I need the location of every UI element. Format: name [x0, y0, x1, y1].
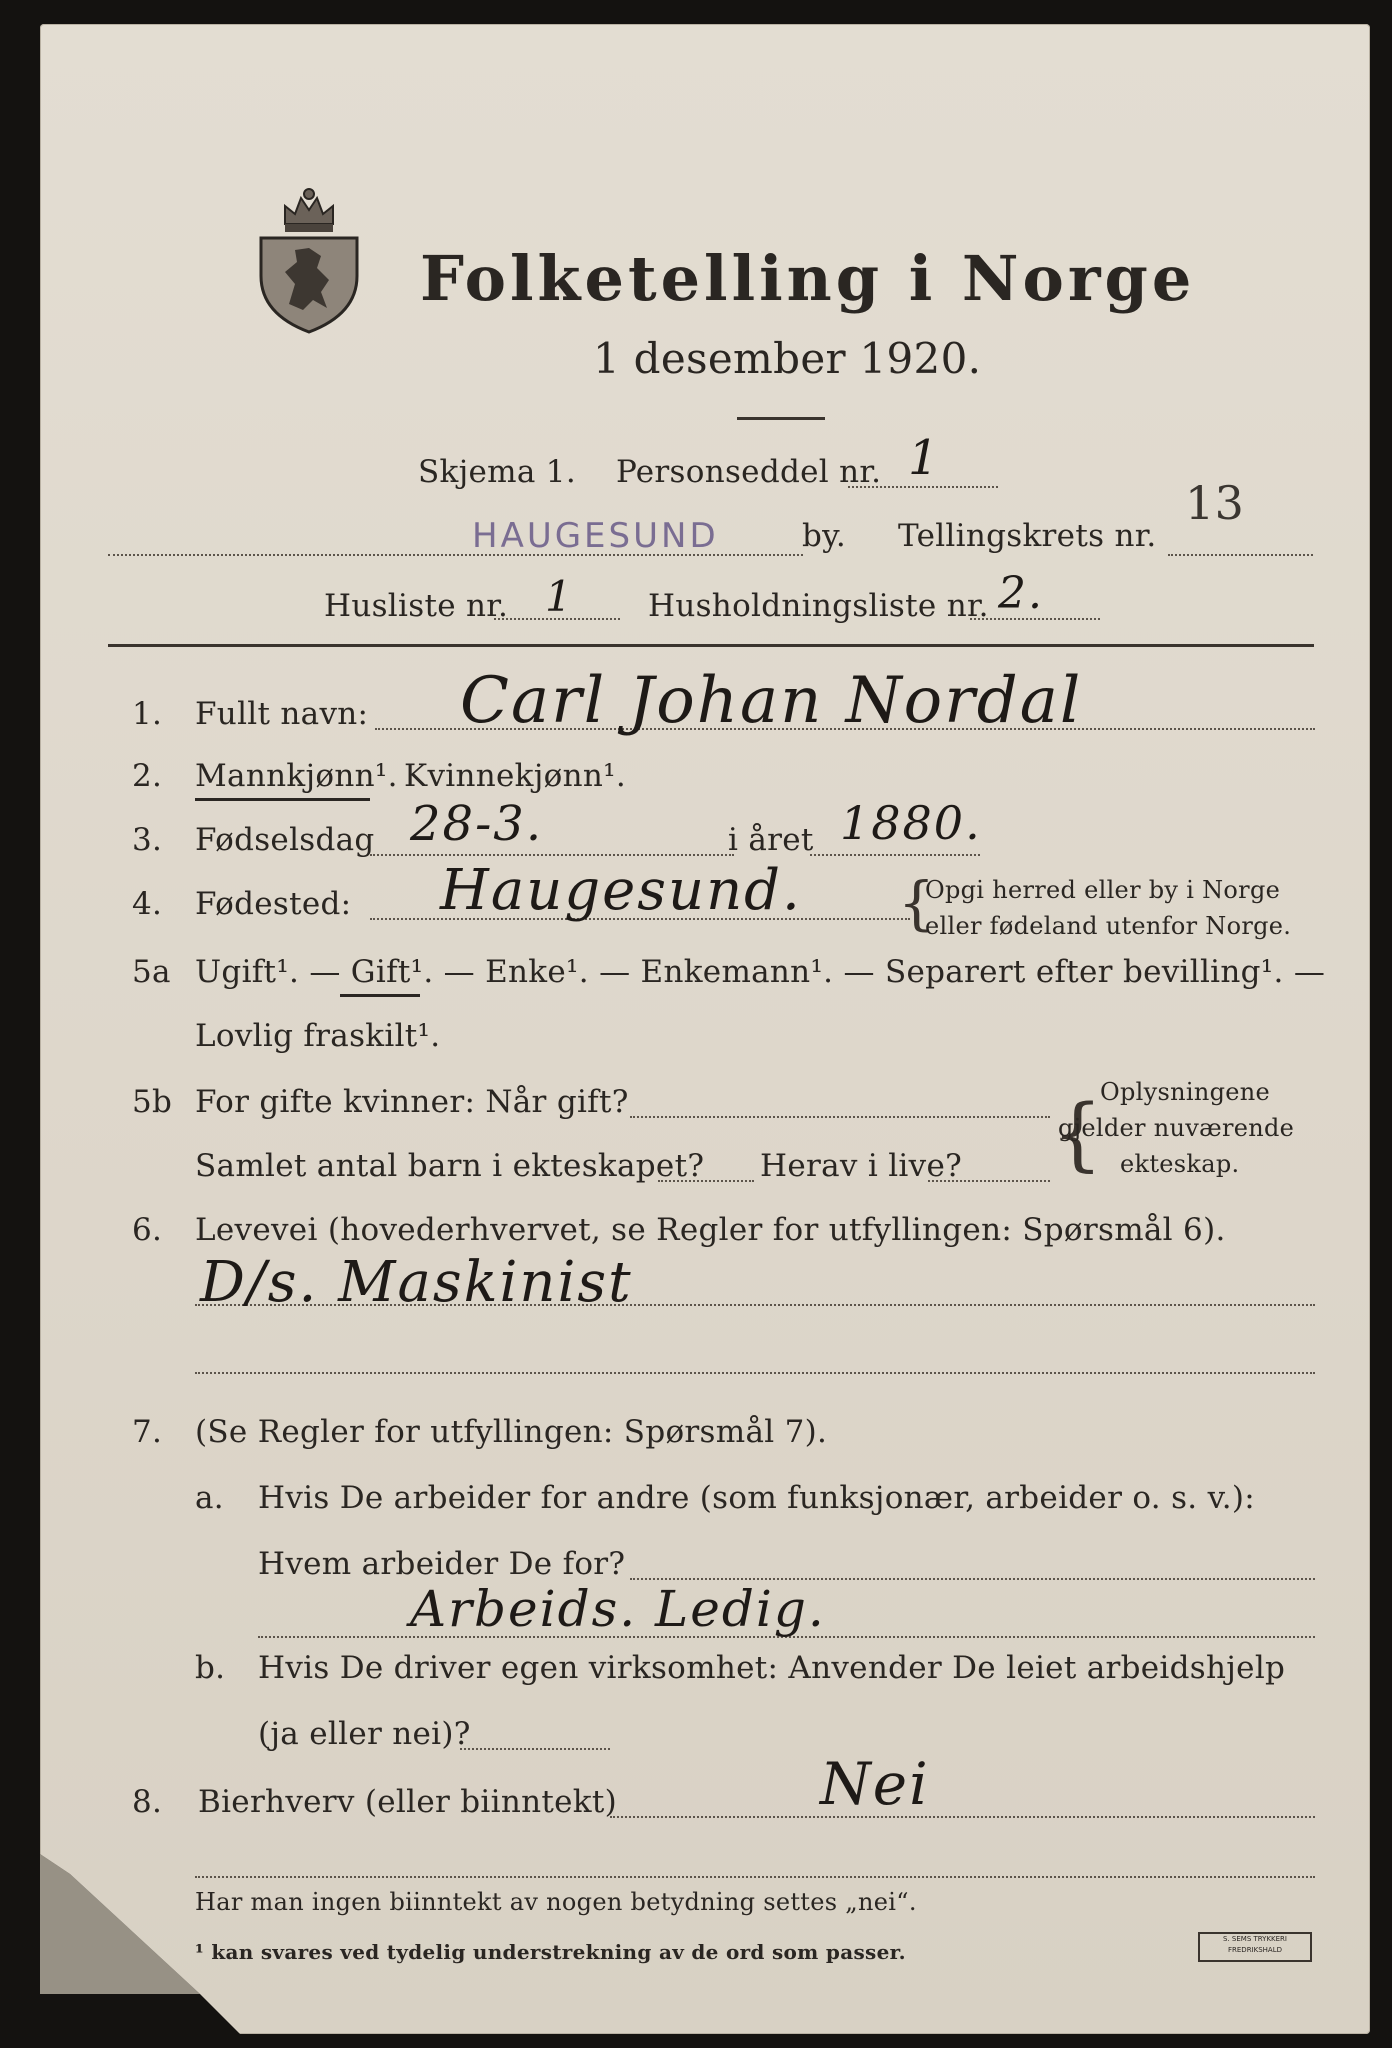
q5b-married-field[interactable] [630, 1116, 1050, 1118]
q5b-line1: For gifte kvinner: Når gift? [195, 1084, 629, 1120]
q5a-number: 5a [132, 954, 171, 990]
q5a-options-line1[interactable]: Ugift¹. — Gift¹. — Enke¹. — Enkemann¹. — Separert efter bevilling¹. — [195, 954, 1326, 990]
husholdning-label: Husholdningsliste nr. [648, 588, 989, 624]
q5b-note-line2: gjelder nuværende [1058, 1114, 1295, 1142]
q8-label: Bierhverv (eller biinntekt) [198, 1784, 618, 1820]
krets-number: 13 [1185, 476, 1245, 530]
by-label: by. [802, 518, 846, 554]
q1-value: Carl Johan Nordal [460, 664, 1083, 738]
q3-label: Fødselsdag [195, 822, 375, 858]
folded-corner [40, 1854, 250, 2034]
q8-field-line2[interactable] [195, 1876, 1315, 1878]
q1-label: Fullt navn: [195, 696, 369, 732]
q7a-line1: Hvis De arbeider for andre (som funksjonær, arbeider o. s. v.): [258, 1480, 1256, 1516]
q4-label: Fødested: [195, 886, 352, 922]
husholdning-value: 2. [998, 568, 1044, 619]
form-title: Folketelling i Norge [420, 242, 1196, 315]
q7b-line1: Hvis De driver egen virksomhet: Anvender De leiet arbeidshjelp [258, 1650, 1286, 1686]
q2-male-underline [195, 798, 370, 801]
printer-mark-line1: S. SEMS TRYKKERI [1223, 1935, 1287, 1943]
q5a-gift-underline [340, 994, 420, 997]
q5b-line2b: Herav i live? [760, 1148, 963, 1184]
q2-female-option[interactable]: Kvinnekjønn¹. [404, 758, 627, 794]
q7-label: (Se Regler for utfyllingen: Spørsmål 7). [195, 1414, 828, 1450]
form-date: 1 desember 1920. [593, 334, 982, 383]
footer-note: Har man ingen biinntekt av nogen betydning settes „nei“. [195, 1888, 917, 1916]
q7-number: 7. [132, 1414, 163, 1450]
q8-value: Nei [820, 1750, 930, 1818]
q7b-letter: b. [195, 1650, 226, 1686]
printer-mark [1198, 1932, 1312, 1962]
personseddel-label: Personseddel nr. [616, 454, 882, 490]
q5a-options-line2[interactable]: Lovlig fraskilt¹. [195, 1018, 441, 1054]
census-form-sheet [40, 24, 1370, 2034]
norwegian-coat-of-arms-icon [255, 184, 363, 334]
q6-label: Levevei (hovederhvervet, se Regler for utfyllingen: Spørsmål 6). [195, 1212, 1226, 1248]
q6-field-line2[interactable] [195, 1372, 1315, 1374]
tellingskrets-label: Tellingskrets nr. [898, 518, 1157, 554]
city-stamp: HAUGESUND [472, 516, 719, 556]
q2-number: 2. [132, 758, 163, 794]
q3-year-value: 1880. [840, 796, 982, 850]
header-rule [108, 644, 1314, 647]
husliste-label: Husliste nr. [324, 588, 509, 624]
skjema-label: Skjema 1. [418, 454, 576, 490]
q3-field[interactable] [370, 854, 734, 856]
q4-note-line2: eller fødeland utenfor Norge. [925, 912, 1292, 940]
q5b-note-line3: ekteskap. [1120, 1150, 1240, 1178]
q4-note-line1: Opgi herred eller by i Norge [925, 876, 1281, 904]
personseddel-field[interactable] [848, 486, 998, 488]
q5b-brace: { [1052, 1087, 1103, 1180]
q5b-children-field[interactable] [658, 1180, 754, 1182]
q5b-line2a: Samlet antal barn i ekteskapet? [195, 1148, 705, 1184]
q1-number: 1. [132, 696, 163, 732]
q3-year-label: i året [728, 822, 814, 858]
q7a-value: Arbeids. Ledig. [410, 1580, 826, 1638]
q7b-field[interactable] [460, 1748, 610, 1750]
q4-number: 4. [132, 886, 163, 922]
q4-brace: { [898, 869, 935, 937]
q7a-line2: Hvem arbeider De for? [258, 1546, 626, 1582]
q3-year-field[interactable] [810, 854, 980, 856]
personseddel-value: 1 [908, 430, 941, 486]
printer-mark-line2: FREDRIKSHALD [1227, 1946, 1282, 1954]
tellingskrets-field[interactable] [1168, 554, 1313, 556]
q8-field-line1[interactable] [610, 1816, 1315, 1818]
q5b-number: 5b [132, 1084, 173, 1120]
q3-value: 28-3. [410, 796, 544, 852]
q7b-line2: (ja eller nei)? [258, 1716, 471, 1752]
q2-male-option[interactable]: Mannkjønn¹. [195, 758, 398, 794]
q6-number: 6. [132, 1212, 163, 1248]
title-divider [737, 417, 825, 420]
q7a-letter: a. [195, 1480, 224, 1516]
q3-number: 3. [132, 822, 163, 858]
husliste-value: 1 [545, 572, 574, 621]
q8-number: 8. [132, 1784, 163, 1820]
q4-value: Haugesund. [440, 858, 802, 923]
footer-footnote: ¹ kan svares ved tydelig understrekning av de ord som passer. [195, 1940, 906, 1964]
q6-value: D/s. Maskinist [200, 1250, 633, 1315]
q5b-note-line1: Oplysningene [1100, 1078, 1271, 1106]
q5b-alive-field[interactable] [928, 1180, 1050, 1182]
